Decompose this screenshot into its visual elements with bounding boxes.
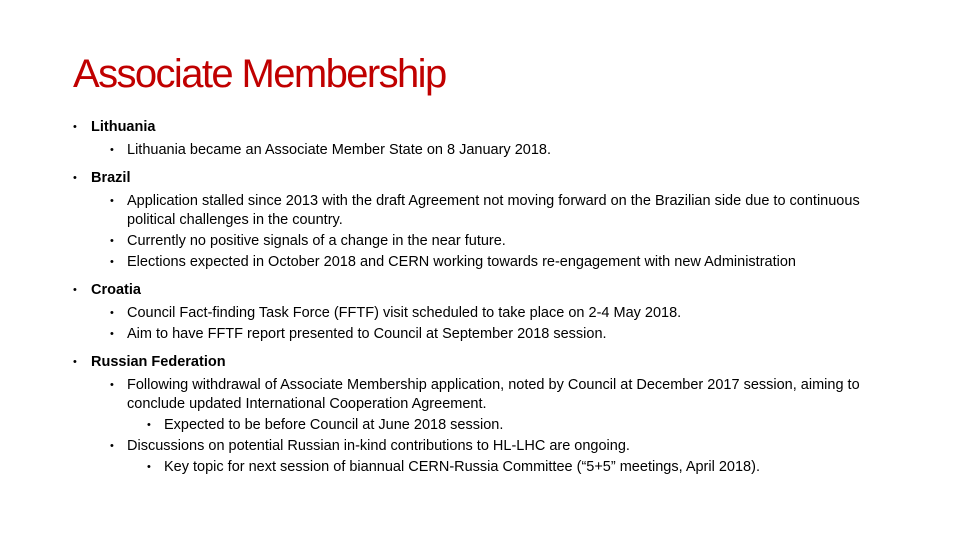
bullet: • [110,440,114,452]
bullet: • [147,419,151,431]
section-russian-federation [73,353,903,477]
section-heading-text: Brazil [91,170,131,186]
section-brazil [73,169,903,272]
list-item-text: Aim to have FFTF report presented to Council at September 2018 session. [127,326,607,342]
list-item [73,437,903,456]
section-heading [73,118,903,137]
section-heading-text: Croatia [91,282,141,298]
slide-content [73,118,903,486]
bullet: • [73,121,77,133]
bullet: • [110,256,114,268]
sub-list-item [73,416,903,435]
bullet: • [73,172,77,184]
slide-title: Associate Membership [73,52,446,96]
list-item [73,141,903,160]
list-item [73,325,903,344]
section-heading [73,281,903,300]
section-heading-text: Russian Federation [91,354,226,370]
sub-list-item-text: Expected to be before Council at June 2018 session. [164,417,504,433]
section-heading [73,169,903,188]
list-item [73,232,903,251]
list-item-text: Lithuania became an Associate Member State on 8 January 2018. [127,142,551,158]
list-item-text: Elections expected in October 2018 and CERN working towards re-engagement with new Administration [127,254,796,270]
list-item [73,192,903,230]
section-heading-text: Lithuania [91,119,156,135]
bullet: • [110,144,114,156]
bullet: • [110,307,114,319]
bullet: • [110,379,114,391]
section-lithuania [73,118,903,160]
list-item-text: Council Fact-finding Task Force (FFTF) visit scheduled to take place on 2-4 May 2018. [127,305,682,321]
list-item-text: Discussions on potential Russian in-kind contributions to HL-LHC are ongoing. [127,438,630,454]
sub-list-item-text: Key topic for next session of biannual CERN-Russia Committee (“5+5” meetings, April 2018). [164,459,760,475]
list-item-text: Following withdrawal of Associate Membership application, noted by Council at December 2017 session, aiming to conclude updated International Cooperation Agreement. [127,377,860,412]
list-item-text: Application stalled since 2013 with the draft Agreement not moving forward on the Brazilian side due to continuous political challenges in the country. [127,193,860,228]
bullet: • [110,195,114,207]
bullet: • [73,284,77,296]
bullet: • [110,328,114,340]
bullet: • [110,235,114,247]
section-croatia [73,281,903,344]
bullet: • [73,356,77,368]
list-item-text: Currently no positive signals of a change in the near future. [127,233,506,249]
section-heading [73,353,903,372]
list-item [73,304,903,323]
list-item [73,253,903,272]
list-item [73,376,903,414]
bullet: • [147,461,151,473]
sub-list-item [73,458,903,477]
